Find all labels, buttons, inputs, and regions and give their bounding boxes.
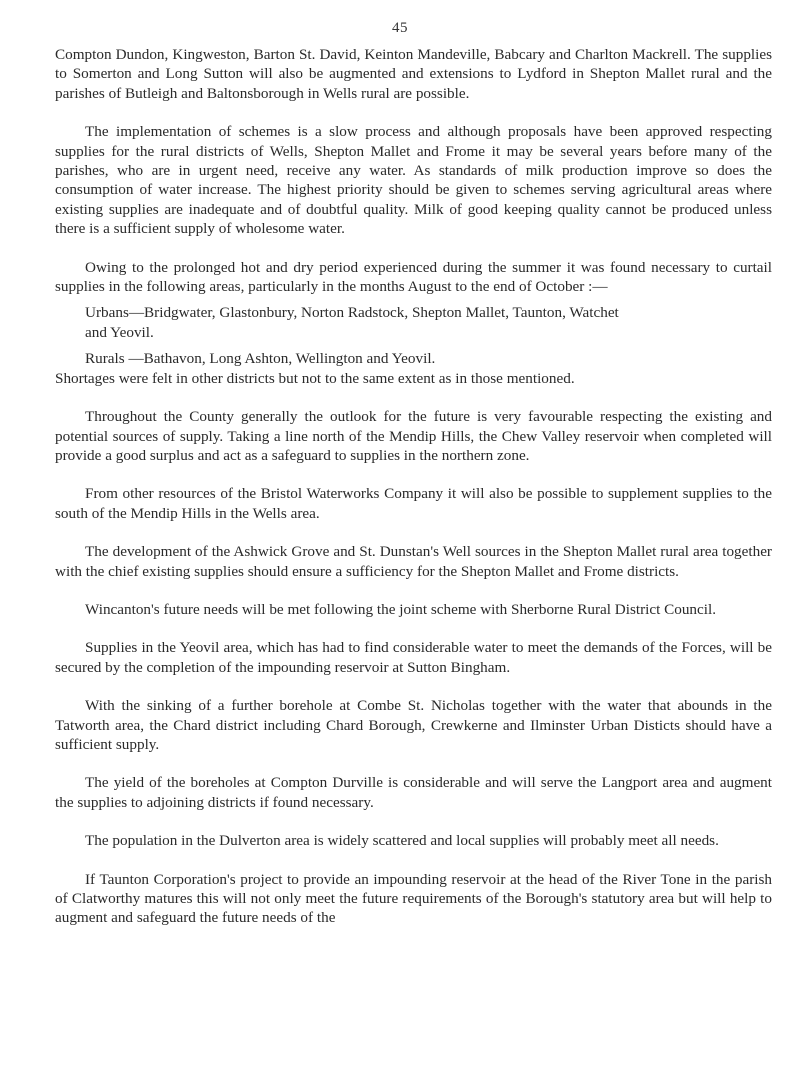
document-body — [55, 45, 772, 928]
paragraph-chard: With the sinking of a further borehole at Combe St. Nicholas together with the water that abounds in the Tatworth area, the Chard district including Chard Borough, Crewkerne and Ilminster Urban Disticts should have a sufficient supply. — [55, 697, 772, 753]
paragraph-bristol-waterworks: From other resources of the Bristol Waterworks Company it will also be possible to supplement supplies to the south of the Mendip Hills in the Wells area. — [55, 485, 772, 522]
paragraph-compton-durville: The yield of the boreholes at Compton Durville is considerable and will serve the Langport area and augment the supplies to adjoining districts if found necessary. — [55, 774, 772, 811]
page-number: 45 — [392, 20, 408, 36]
paragraph-shortages: Shortages were felt in other districts but not to the same extent as in those mentioned. — [55, 369, 575, 387]
list-item-urbans — [55, 303, 772, 342]
paragraph-dry-period: Owing to the prolonged hot and dry period experienced during the summer it was found necessary to curtail supplies in the following areas, particularly in the months August to the end of October :— — [55, 258, 772, 296]
paragraph-outlook: Throughout the County generally the outlook for the future is very favourable respecting the existing and potential sources of supply. Taking a line north of the Mendip Hills, the Chew Valley reservoir when completed will provide a good surplus and act as a safeguard to supplies in the northern zone. — [55, 408, 772, 464]
paragraph-dulverton: The population in the Dulverton area is widely scattered and local supplies will probably meet all needs. — [85, 832, 719, 850]
paragraph-parish-supplies: Compton Dundon, Kingweston, Barton St. David, Keinton Mandeville, Babcary and Charlton Mackrell. The supplies to Somerton and Long Sutton will also be augmented and extensions to Lydford in Shepton Mallet rural and the parishes of Butleigh and Baltonsborough in Wells rural are possible. — [55, 46, 772, 102]
paragraph-wincanton: Wincanton's future needs will be met following the joint scheme with Sherborne Rural District Council. — [85, 600, 717, 618]
urbans-text: Urbans—Bridgwater, Glastonbury, Norton Radstock, Shepton Mallet, Taunton, Watchet — [85, 304, 619, 322]
paragraph-yeovil: Supplies in the Yeovil area, which has had to find considerable water to meet the demands of the Forces, will be secured by the completion of the impounding reservoir at Sutton Bingham. — [55, 639, 772, 676]
paragraph-taunton: If Taunton Corporation's project to provide an impounding reservoir at the head of the River Tone in the parish of Clatworthy matures this will not only meet the future requirements of the Borough's statutory area but will help to augment and safeguard the future needs of the — [55, 870, 772, 927]
urbans-continuation: and Yeovil. — [85, 323, 154, 341]
list-item-rurals: Rurals —Bathavon, Long Ashton, Wellington and Yeovil. — [85, 350, 436, 368]
paragraph-implementation: The implementation of schemes is a slow process and although proposals have been approved respecting supplies for the rural districts of Wells, Shepton Mallet and Frome it may be several years before many of the parishes, who are in urgent need, receive any water. As standards of milk production improve so does the consumption of water increase. The highest priority should be given to schemes serving agricultural areas where existing supplies are inadequate and of doubtful quality. Milk of good keeping quality cannot be produced unless there is a sufficient supply of wholesome water. — [55, 123, 772, 238]
paragraph-ashwick-grove: The development of the Ashwick Grove and St. Dunstan's Well sources in the Shepton Mallet rural area together with the chief existing supplies should ensure a sufficiency for the Shepton Mallet and Frome districts. — [55, 543, 772, 580]
